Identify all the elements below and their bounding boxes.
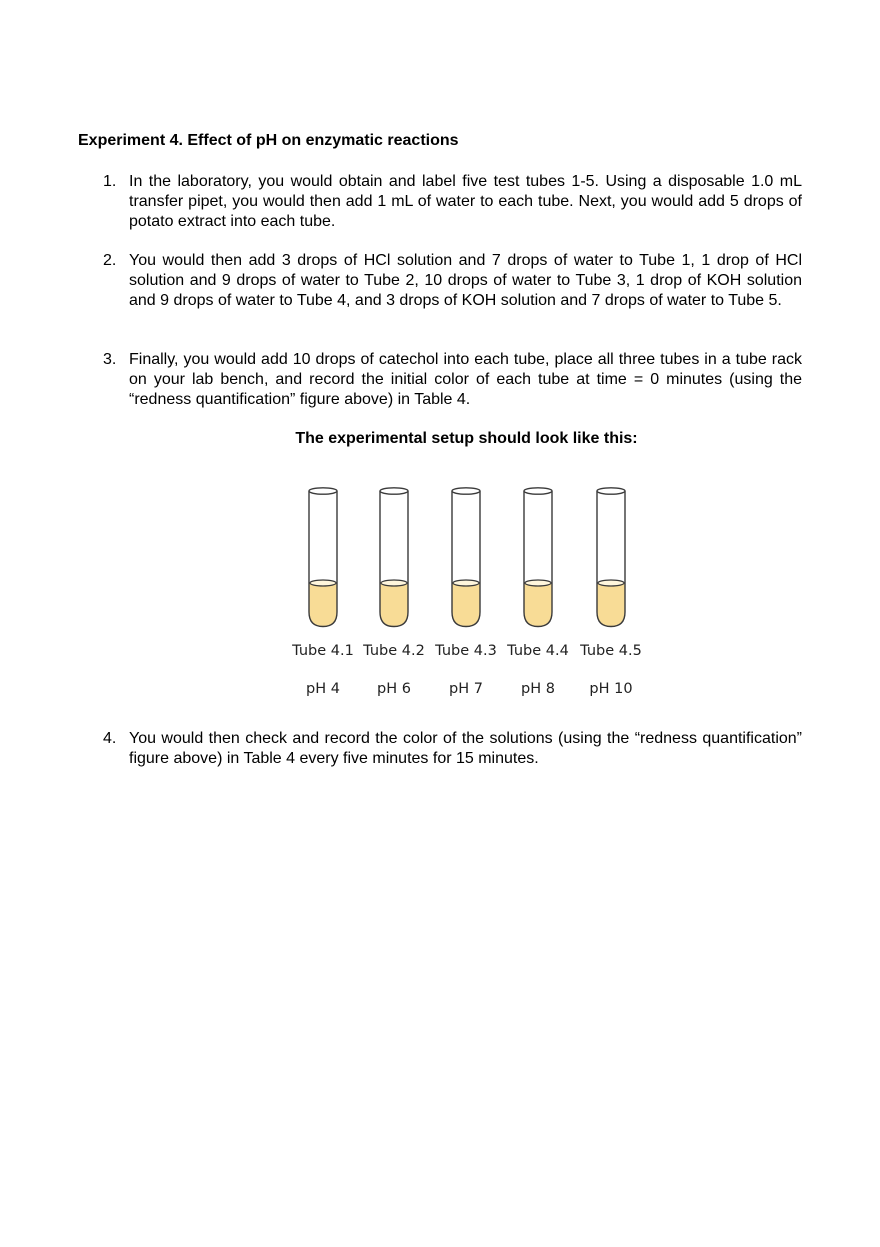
ph-label: pH 10 bbox=[589, 681, 633, 697]
section-heading: Experiment 4. Effect of pH on enzymatic reactions bbox=[78, 132, 459, 149]
list-item bbox=[100, 251, 802, 311]
tube-label: Tube 4.2 bbox=[363, 643, 425, 659]
list-item bbox=[100, 172, 802, 232]
test-tube-4-4 bbox=[524, 488, 552, 627]
list-item bbox=[100, 350, 802, 410]
list-number: 1. bbox=[103, 173, 117, 190]
list-text: In the laboratory, you would obtain and label five test tubes 1-5. Using a disposable 1.0 mL transfer pipet, you would then add 1 mL of water to each tube. Next, you would add 5 drops of potato extract into each tube. bbox=[129, 173, 802, 230]
test-tube-4-3 bbox=[452, 488, 480, 627]
tube-label: Tube 4.5 bbox=[580, 643, 642, 659]
tube-meniscus bbox=[453, 580, 479, 586]
list-text: You would then check and record the color of the solutions (using the “redness quantification” figure above) in Table 4 every five minutes for 15 minutes. bbox=[129, 730, 802, 767]
tube-rim bbox=[597, 488, 625, 494]
ph-label: pH 8 bbox=[521, 681, 555, 697]
tube-rim bbox=[309, 488, 337, 494]
list-item bbox=[100, 729, 802, 769]
test-tube-4-1 bbox=[309, 488, 337, 627]
tube-label: Tube 4.4 bbox=[507, 643, 569, 659]
test-tube-figure bbox=[280, 480, 660, 710]
tube-rim bbox=[380, 488, 408, 494]
tube-liquid bbox=[381, 584, 408, 626]
tube-meniscus bbox=[598, 580, 624, 586]
test-tube-4-5 bbox=[597, 488, 625, 627]
list-text: Finally, you would add 10 drops of catechol into each tube, place all three tubes in a tube rack on your lab bench, and record the initial color of each tube at time = 0 minutes (using the “redness quantification” figure above) in Table 4. bbox=[129, 351, 802, 408]
ph-label: pH 7 bbox=[449, 681, 483, 697]
tube-meniscus bbox=[381, 580, 407, 586]
tube-rim bbox=[452, 488, 480, 494]
figure-caption: The experimental setup should look like this: bbox=[295, 430, 638, 447]
tube-liquid bbox=[598, 584, 625, 626]
tube-liquid bbox=[310, 584, 337, 626]
test-tube-4-2 bbox=[380, 488, 408, 627]
ph-label: pH 6 bbox=[377, 681, 411, 697]
list-text: You would then add 3 drops of HCl solution and 7 drops of water to Tube 1, 1 drop of HCl solution and 9 drops of water to Tube 2, 10 drops of water to Tube 3, 1 drop of KOH solution and 9 drops of water to Tube 4, and 3 drops of KOH solution and 7 drops of water to Tube 5. bbox=[129, 252, 802, 309]
tube-meniscus bbox=[525, 580, 551, 586]
ph-label: pH 4 bbox=[306, 681, 340, 697]
tube-rim bbox=[524, 488, 552, 494]
list-number: 2. bbox=[103, 252, 117, 269]
tube-label: Tube 4.3 bbox=[435, 643, 497, 659]
tube-label: Tube 4.1 bbox=[292, 643, 354, 659]
list-number: 3. bbox=[103, 351, 117, 368]
tube-meniscus bbox=[310, 580, 336, 586]
list-number: 4. bbox=[103, 730, 117, 747]
tube-liquid bbox=[525, 584, 552, 626]
tube-liquid bbox=[453, 584, 480, 626]
